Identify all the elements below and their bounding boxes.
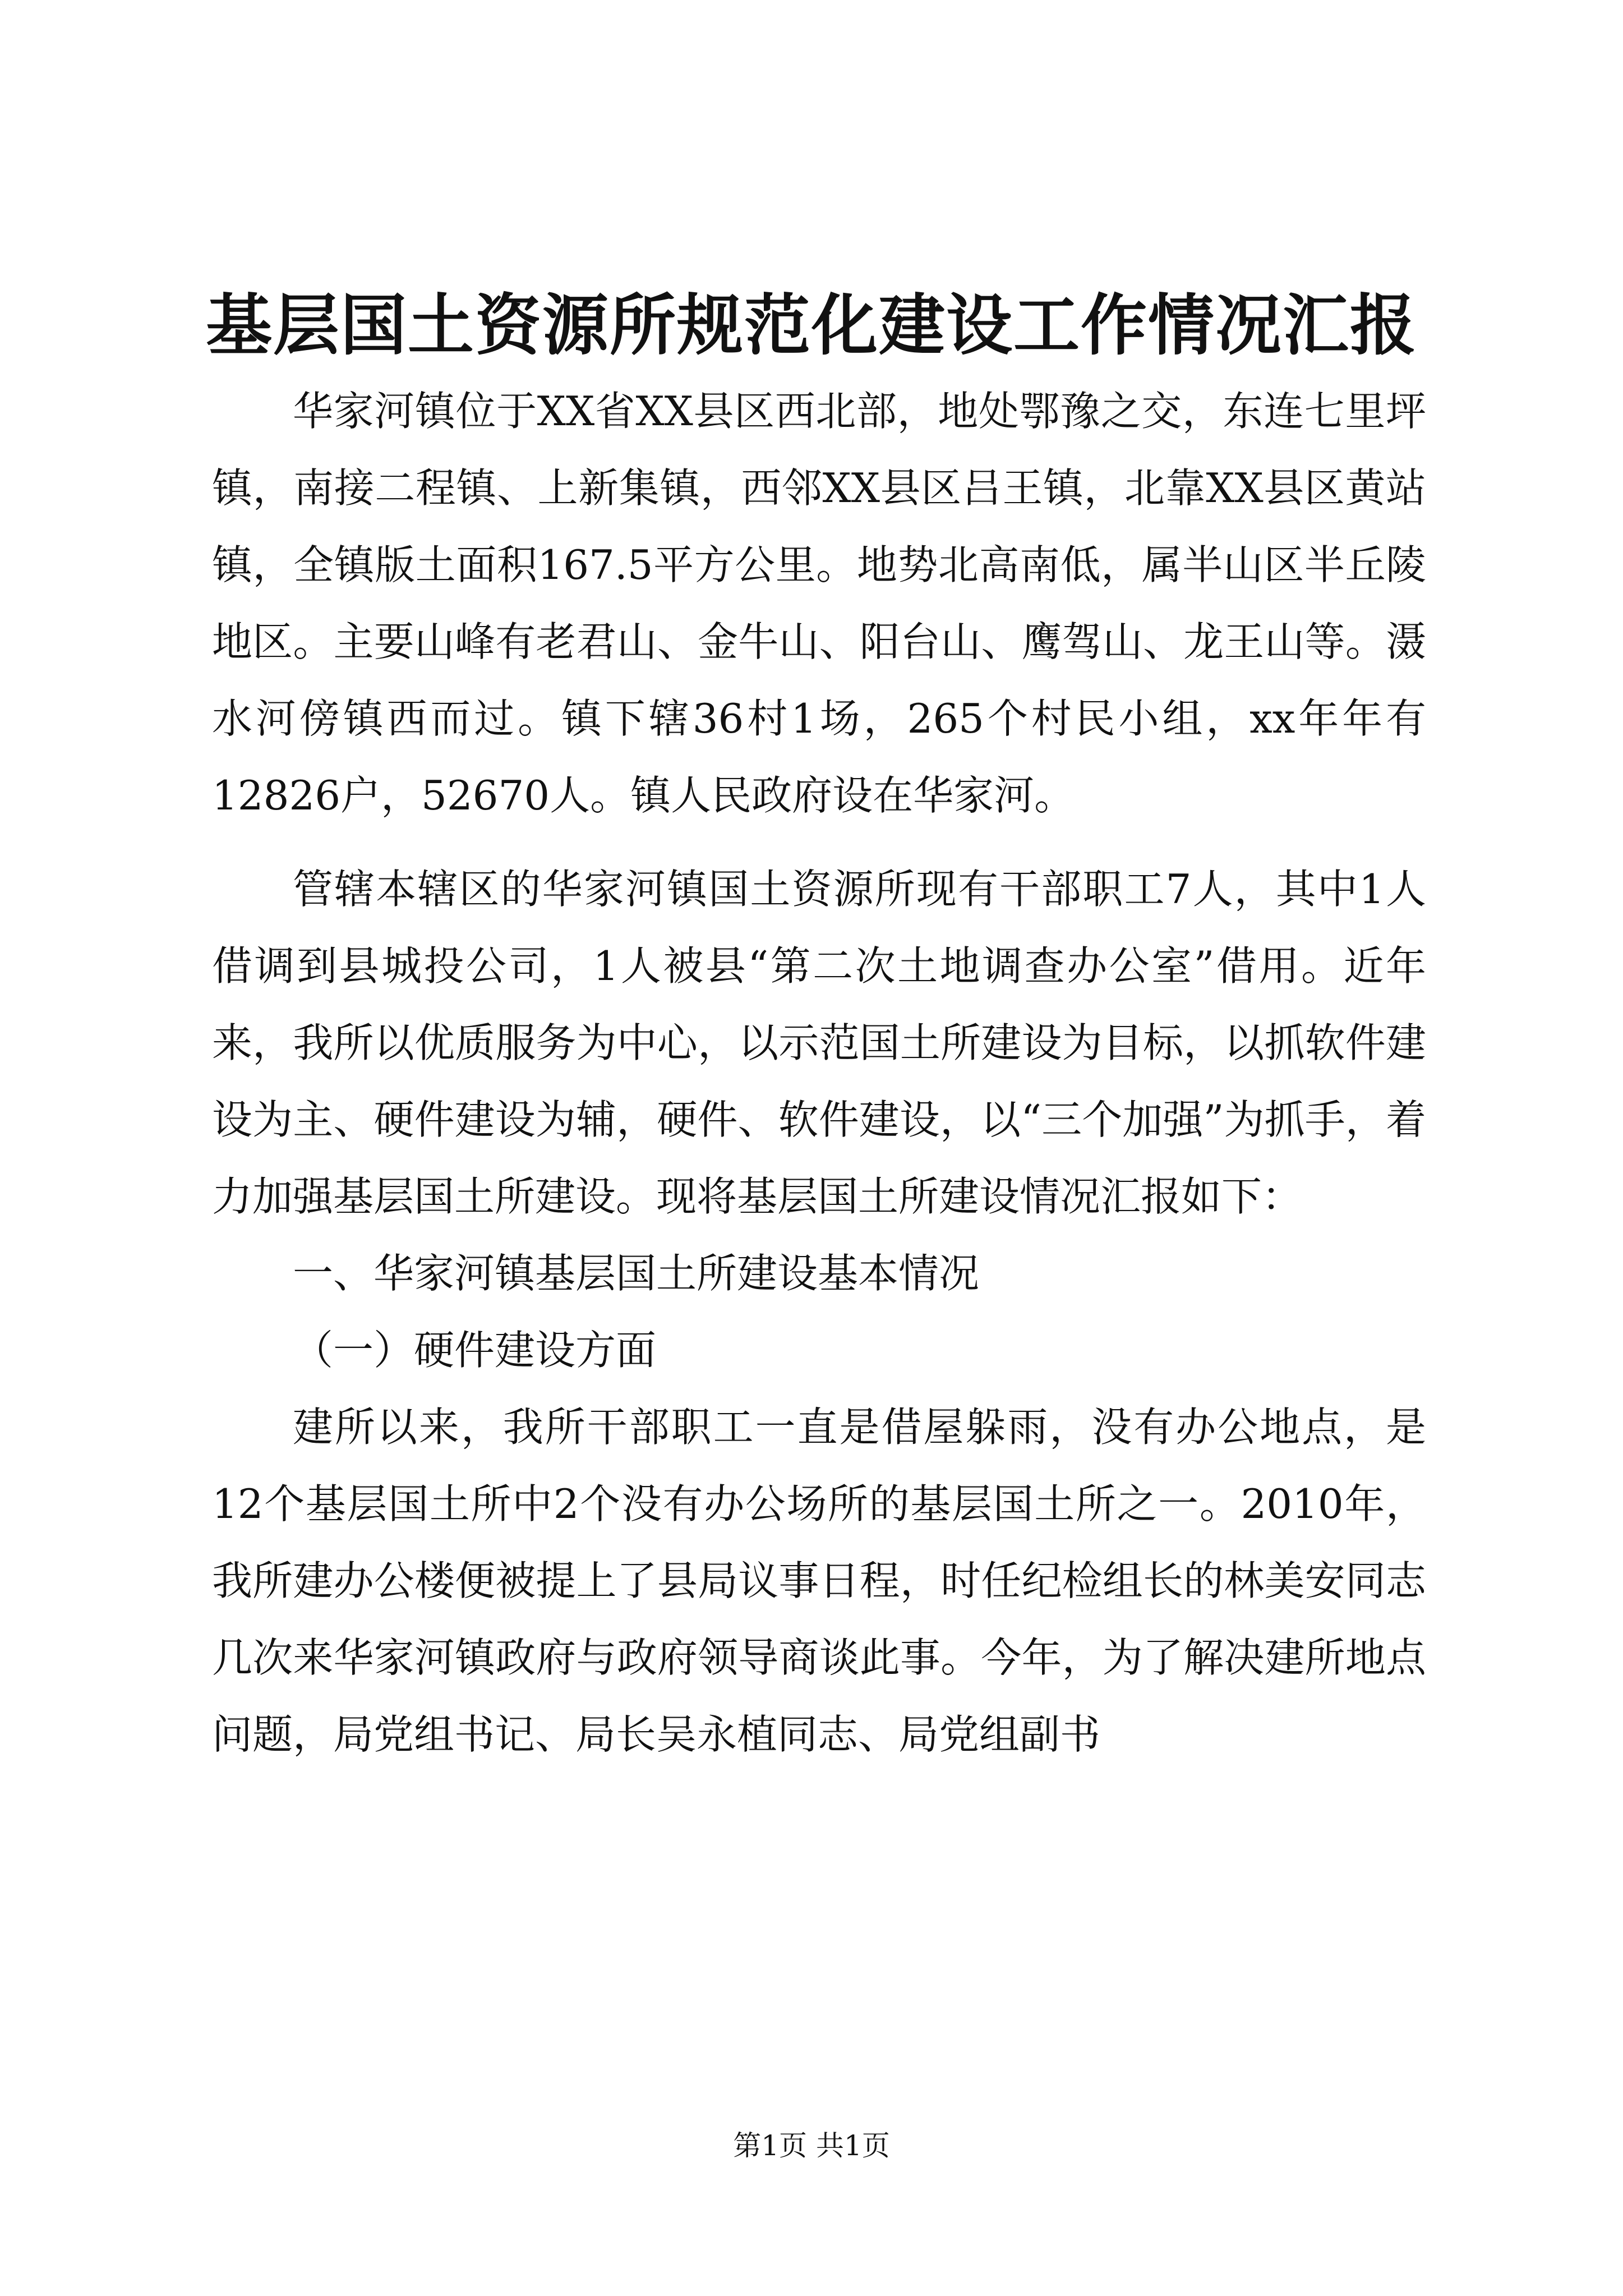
subsection-heading-hardware: （一）硬件建设方面 <box>293 1327 657 1374</box>
paragraph-hardware: 建所以来，我所干部职工一直是借屋躲雨，没有办公地点，是12个基层国土所中2个没有办公场所的基层国土所之一。2010年，我所建办公楼便被提上了县局议事日程，时任纪检组长的林美安同志几次来华家河镇政府与政府领导商谈此事。今年，为了解决建所地点问题，局党组书记、局长吴永植同志、局党组副书 <box>212 1404 1426 1758</box>
document-title: 基层国土资源所规范化建设工作情况汇报 <box>205 286 1417 364</box>
page-footer: 第1页 共1页 <box>733 2129 890 2162</box>
paragraph-staff: 管辖本辖区的华家河镇国土资源所现有干部职工7人，其中1人借调到县城投公司，1人被县“第二次土地调查办公室”借用。近年来，我所以优质服务为中心，以示范国土所建设为目标，以抓软件建设为主、硬件建设为辅，硬件、软件建设，以“三个加强”为抓手，着力加强基层国土所建设。现将基层国土所建设情况汇报如下： <box>212 866 1426 1220</box>
paragraph-overview: 华家河镇位于XX省XX县区西北部，地处鄂豫之交，东连七里坪镇，南接二程镇、上新集镇，西邻XX县区吕王镇，北靠XX县区黄站镇，全镇版土面积167.5平方公里。地势北高南低，属半山区半丘陵地区。主要山峰有老君山、金牛山、阳台山、鹰驾山、龙王山等。滠水河傍镇西而过。镇下辖36村1场，265个村民小组，xx年年有12826户，52670人。镇人民政府设在华家河。 <box>212 388 1426 819</box>
document-body <box>212 373 1426 1773</box>
section-heading-1: 一、华家河镇基层国土所建设基本情况 <box>293 1250 980 1297</box>
